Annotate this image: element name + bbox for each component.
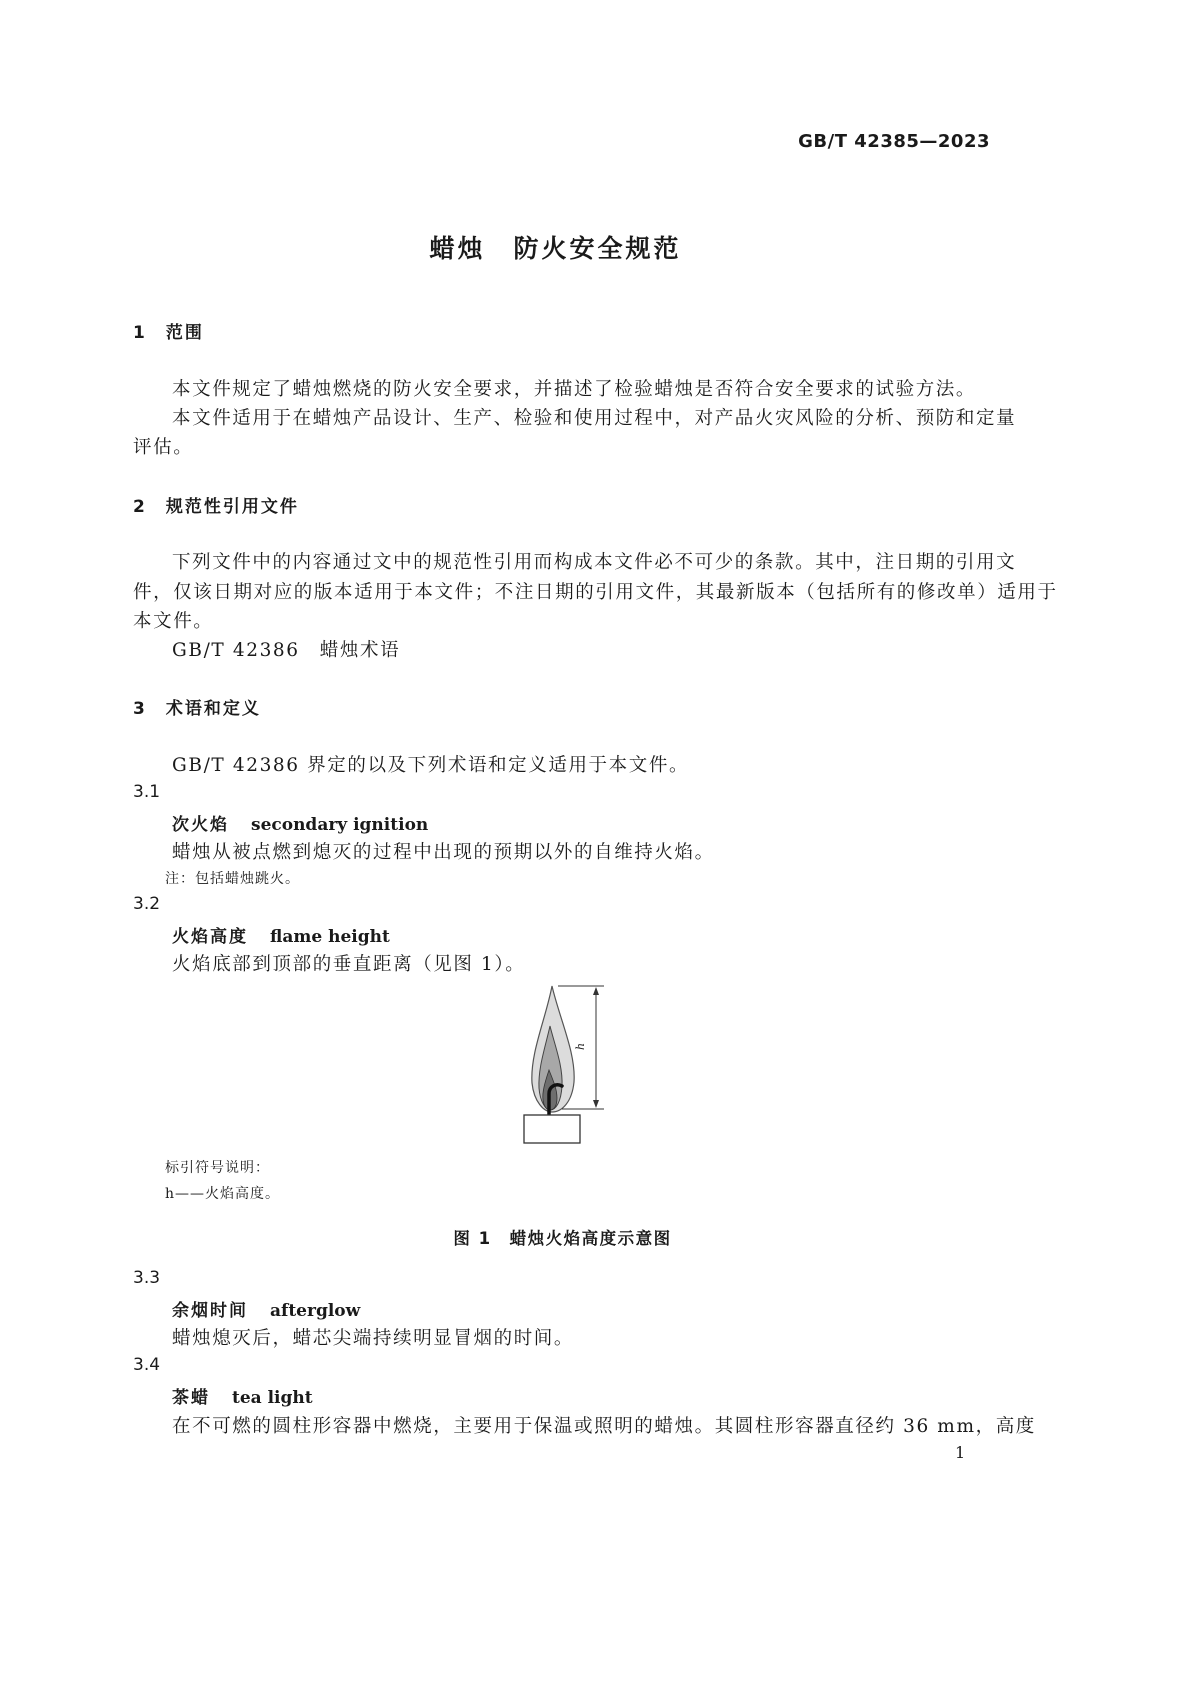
term-number: 3.3: [133, 1268, 161, 1288]
term-definition: 蜡烛从被点燃到熄灭的过程中出现的预期以外的自维持火焰。: [172, 842, 715, 863]
section-3-intro: GB/T 42386 界定的以及下列术语和定义适用于本文件。: [172, 755, 690, 776]
figure-legend-item: h——火焰高度。: [165, 1186, 281, 1202]
term-number: 3.2: [133, 894, 161, 914]
candle-flame-figure: [500, 978, 630, 1148]
section-1-para-1: 本文件规定了蜡烛燃烧的防火安全要求，并描述了检验蜡烛是否符合安全要求的试验方法。: [172, 379, 977, 400]
normative-reference: GB/T 42386 蜡烛术语: [172, 640, 401, 661]
term-zh: 次火焰: [172, 815, 229, 835]
dimension-arrow-bottom: [593, 1100, 599, 1108]
page-number: 1: [955, 1443, 966, 1462]
section-2-para-line-2: 件，仅该日期对应的版本适用于本文件；不注日期的引用文件，其最新版本（包括所有的修改单）适用于: [133, 582, 1058, 603]
term-en: afterglow: [270, 1301, 361, 1321]
dimension-arrow-top: [593, 987, 599, 995]
term-definition: 蜡烛熄灭后，蜡芯尖端持续明显冒烟的时间。: [172, 1328, 575, 1349]
term-en: tea light: [232, 1388, 313, 1408]
dimension-label: h: [574, 1042, 587, 1050]
term-title: [172, 1296, 360, 1321]
term-definition: 火焰底部到顶部的垂直距离（见图 1）。: [172, 954, 526, 975]
term-note: 注：包括蜡烛跳火。: [165, 871, 300, 887]
term-title: [172, 922, 390, 947]
candle-base: [524, 1115, 580, 1143]
term-title: [172, 1383, 313, 1408]
standard-number: GB/T 42385—2023: [798, 131, 990, 152]
section-2-para-line-3: 本文件。: [133, 611, 214, 632]
term-en: secondary ignition: [251, 815, 429, 835]
term-title: [172, 810, 428, 835]
term-number: 3.1: [133, 782, 161, 802]
figure-caption: 图 1 蜡烛火焰高度示意图: [453, 1229, 672, 1248]
section-2-para-line-1: 下列文件中的内容通过文中的规范性引用而构成本文件必不可少的条款。其中，注日期的引用文: [172, 552, 1017, 573]
figure-legend-title: 标引符号说明：: [165, 1160, 270, 1176]
term-zh: 火焰高度: [172, 927, 248, 947]
term-zh: 茶蜡: [172, 1388, 210, 1408]
section-1-para-2-line-2: 评估。: [133, 437, 194, 458]
section-1-heading: 1 范围: [133, 323, 204, 343]
term-number: 3.4: [133, 1355, 161, 1375]
document-title: 蜡烛 防火安全规范: [429, 234, 682, 263]
section-3-heading: 3 术语和定义: [133, 699, 261, 719]
term-en: flame height: [270, 927, 390, 947]
section-1-para-2-line-1: 本文件适用于在蜡烛产品设计、生产、检验和使用过程中，对产品火灾风险的分析、预防和定量: [172, 408, 1017, 429]
term-definition: 在不可燃的圆柱形容器中燃烧，主要用于保温或照明的蜡烛。其圆柱形容器直径约 36 mm，高度: [172, 1416, 1036, 1437]
term-zh: 余烟时间: [172, 1301, 248, 1321]
section-2-heading: 2 规范性引用文件: [133, 497, 299, 517]
